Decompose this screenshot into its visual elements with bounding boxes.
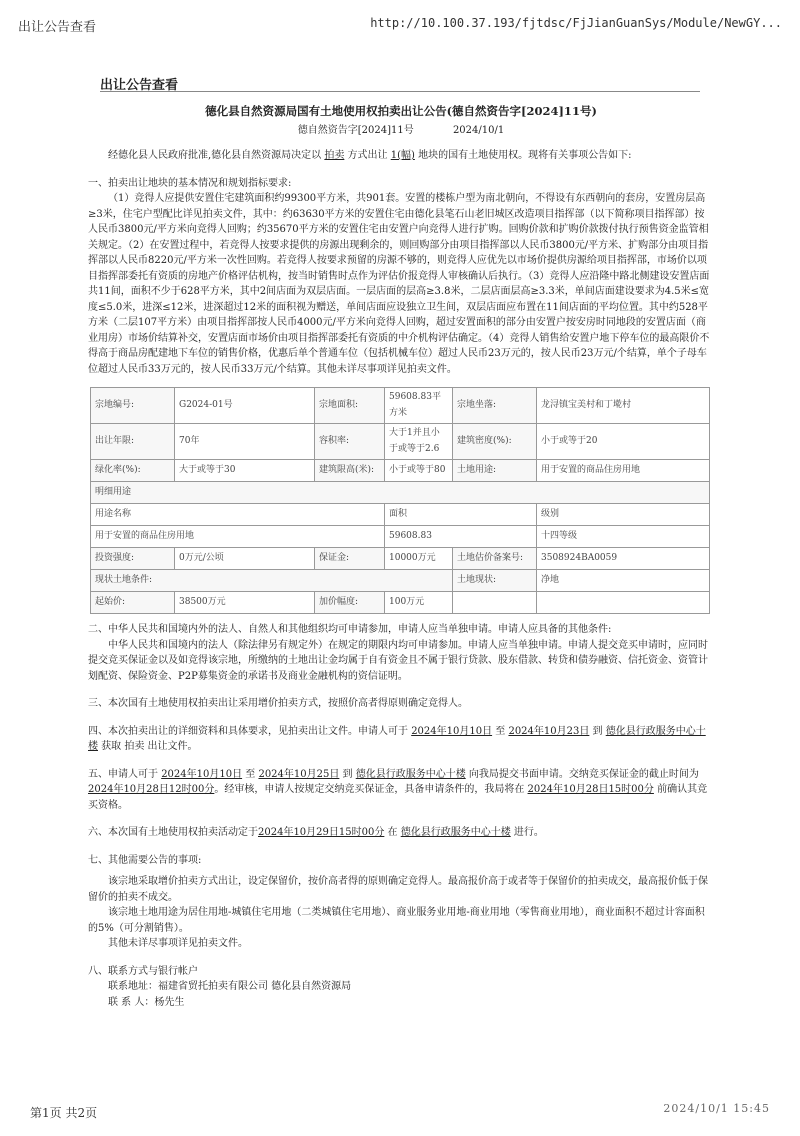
table-row: 起始价: 38500万元 加价幅度: 100万元: [91, 592, 710, 614]
intro-method: 拍卖: [324, 150, 345, 161]
section-5: 五、申请人可于 2024年10月10日 至 2024年10月25日 到 德化县行政服务中心十楼 向我局提交书面申请。交纳竞买保证金的截止时间为2024年10月28日12时00分。经审核，申请人按规定交纳竞买保证金，具备申请条件的，我局将在 2024年10月28日15时00分 前确认其竞买资格。: [88, 768, 708, 811]
print-header-title: 出让公告查看: [18, 20, 97, 35]
contact-address: 联系地址：福建省贸托拍卖有限公司 德化县自然资源局: [108, 981, 352, 992]
section-2-heading: 二、中华人民共和国境内外的法人、自然人和其他组织均可申请参加，申请人应当单独申请。申请人应具备的其他条件:: [88, 624, 612, 635]
section-7-para-1: 该宗地采取增价拍卖方式出让，设定保留价，按价高者得的原则确定竞得人。最高报价高于或者等于保留价的拍卖成交，最高报价低于保留价的拍卖不成交。: [88, 876, 708, 903]
table-row: 用途名称 面积 级别: [91, 504, 710, 526]
section-divider: [100, 91, 700, 92]
section-7-heading: 七、其他需要公告的事项:: [88, 854, 202, 866]
intro-paragraph: 经德化县人民政府批准,德化县自然资源局决定以 拍卖 方式出让 1(幅) 地块的国有土地使用权。现将有关事项公告如下:: [108, 150, 632, 161]
section-8-heading: 八、联系方式与银行帐户: [88, 965, 198, 977]
table-row: 投资强度: 0万元/公顷 保证金: 10000万元 土地估价备案号: 3508924BA0059: [91, 548, 710, 570]
table-row: 现状土地条件: 土地现状: 净地: [91, 570, 710, 592]
document-date: 2024/10/1: [452, 124, 505, 136]
section-2-body: 中华人民共和国境内的法人（除法律另有规定外）在规定的期限内均可申请参加。申请人应当单独申请。申请人提交竞买申请时，应同时提交竞买保证金以及如竞得该宗地，所缴纳的土地出让金均属于自有资金且不属于银行贷款、股东借款、转贷和债券融资、信托资金、资管计划配资、保险资金、P2P募集资金的承诺书及商业金融机构的资信证明。: [88, 639, 708, 682]
intro-count: 1(幅): [390, 150, 415, 161]
table-row: 用于安置的商品住房用地 59608.83 十四等级: [91, 526, 710, 548]
section-title: 出让公告查看: [100, 78, 179, 93]
section-1-heading: 一、拍卖出让地块的基本情况和规划指标要求:: [88, 177, 292, 189]
print-header: [18, 12, 782, 36]
section-4: 四、本次拍卖出让的详细资料和具体要求，见拍卖出让文件。申请人可于 2024年10月10日 至 2024年10月23日 到 德化县行政服务中心十楼 获取 拍卖 出让文件。: [88, 725, 706, 752]
table-row: 出让年限: 70年 容积率: 大于1并且小于或等于2.6 建筑密度(%): 小于或等于20: [91, 424, 710, 460]
page-number: 第1页 共2页: [30, 1106, 98, 1120]
document-number: 德自然资告字[2024]11号: [297, 124, 414, 136]
table-row: 宗地编号: G2024-01号 宗地面积: 59608.83平方米 宗地坐落: 龙浔镇宝美村和丁墘村: [91, 388, 710, 424]
section-7-para-3: 其他未详尽事项详见拍卖文件。: [108, 938, 248, 949]
document-title: 德化县自然资源局国有土地使用权拍卖出让公告(德自然资告字[2024]11号): [205, 104, 597, 118]
print-header-url: http://10.100.37.193/fjtdsc/FjJianGuanSys/Module/NewGY...: [370, 16, 782, 30]
contact-person: 联 系 人：杨先生: [108, 996, 185, 1008]
parcel-info-table: [90, 387, 710, 614]
print-timestamp: 2024/10/1 15:45: [663, 1102, 770, 1115]
table-row: 明细用途: [91, 482, 710, 504]
announcement-document: [88, 104, 714, 1010]
section-1-body: （1）竞得人应提供安置住宅建筑面积约99300平方米，共901套。安置的楼栋户型为南北朝向，不得设有东西朝向的套房，安置房层高≥3米，住宅户型配比详见拍卖文件，其中：约63630平方米的安置住宅由德化县笔石山老旧城区改造项目指挥部（以下简称项目指挥部）按人民币3800元/平方米向竞得人回购；约35670平方米的安置住宅由安置户向竞得人进行扩购。回购价款和扩购价款拨付执行预售资金监管相关规定。（2）在安置过程中，若竞得人按要求提供的房源出现剩余的，则回购部分由项目指挥部以人民币3800元/平方米、扩购部分由项目指挥部以人民币8220元/平方米一次性回购。若竞得人按要求预留的房源不够的，则竞得人应优先以市场价提供房源给项目指挥部，市场价以项目指挥部委托有资质的房地产价格评估机构，按当时销售时点作为评估价报竞得人审核确认后执行。（3）竞得人应沿隆中路北侧建设安置店面共11间，面积不少于628平方米，其中2间店面为双层店面。一层店面的层高≥3.8米，二层店面层高≥3.3米，单间店面建设要求为4.5米≤宽度≤5.0米，进深≤12米，进深超过12米的面积视为赠送，单间店面应设独立卫生间，双层店面应布置在11间店面的平均位置。其中约528平方米（二层107平方米）由项目指挥部按人民币4000元/平方米向竞得人回购，超过安置面积的部分由安置户按安房时同地段的安置店面（商业用房）市场价结算补交，安置店面市场价由项目指挥部委托有资质的中介机构评估确定。（4）竞得人销售给安置户地下停车位的最高限价不得高于商品房配建地下车位的销售价格，优惠后单个普通车位（包括机械车位）超过人民币23万元的，按人民币23万元/个结算，单个子母车位超过人民币33万元的，按人民币33万元/个结算。其他未详尽事项详见拍卖文件。: [88, 193, 710, 375]
section-7-para-2: 该宗地土地用途为居住用地-城镇住宅用地（二类城镇住宅用地）、商业服务业用地-商业用地（零售商业用地），商业面积不超过计容面积的5%（可分割销售）。: [88, 907, 705, 934]
table-row: 绿化率(%): 大于或等于30 建筑限高(米): 小于或等于80 土地用途: 用于安置的商品住房用地: [91, 460, 710, 482]
section-6: 六、本次国有土地使用权拍卖活动定于2024年10月29日15时00分 在 德化县行政服务中心十楼 进行。: [88, 827, 544, 838]
section-3: 三、本次国有土地使用权拍卖出让采用增价拍卖方式，按照价高者得原则确定竞得人。: [88, 698, 468, 709]
document-subtitle: [88, 123, 714, 139]
